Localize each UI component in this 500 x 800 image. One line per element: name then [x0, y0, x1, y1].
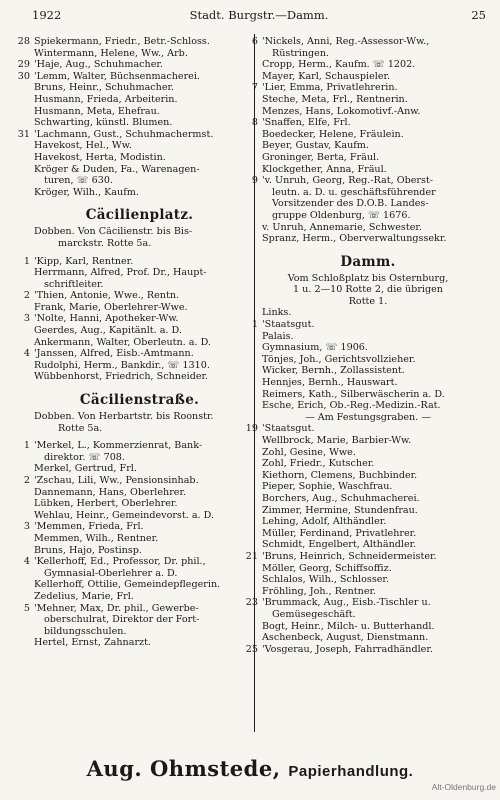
entry-text: 'Thien, Antonie, Wwe., Rentn.: [34, 290, 180, 302]
entry-text: Zohl, Gesine, Wwe.: [262, 446, 356, 458]
house-number: 19: [245, 423, 258, 435]
directory-entry: [34, 637, 245, 649]
directory-entry: [34, 226, 245, 238]
directory-entry: [262, 307, 474, 319]
entry-text: 'Staatsgut.: [262, 423, 315, 435]
entry-text: Memmen, Wilh., Rentner.: [34, 532, 159, 544]
entry-text: Dobben. Von Herbartstr. bis Roonstr.: [34, 411, 214, 423]
directory-entry: [17, 36, 245, 48]
directory-entry: [262, 412, 474, 424]
directory-entry: [262, 129, 474, 141]
entry-text: Rotte 5a.: [58, 422, 103, 434]
directory-entry: [23, 602, 245, 615]
entry-text: Gymnasium, ☏ 1906.: [262, 342, 368, 354]
directory-entry: [262, 481, 474, 493]
house-number: 29: [17, 59, 30, 71]
directory-entry: [251, 175, 474, 187]
entry-text: Beyer, Gustav, Kaufm.: [262, 140, 369, 152]
entry-text: Reimers, Kath., Silberwäscherin a. D.: [262, 388, 445, 400]
entry-text: Pieper, Sophie, Waschfrau.: [262, 481, 393, 493]
entry-text: Kröger, Wilh., Kaufm.: [34, 186, 139, 198]
entry-text: Vom Schloßplatz bis Osternburg,: [287, 272, 449, 284]
entry-text: 'Merkel, L., Kommerzienrat, Bank-: [34, 440, 203, 452]
directory-entry: [262, 140, 474, 152]
directory-entry: [23, 440, 245, 452]
entry-text: 'Mehner, Max, Dr. phil., Gewerbe-: [34, 602, 199, 614]
house-number: 2: [23, 290, 30, 302]
directory-entry: [23, 556, 245, 568]
directory-entry: [262, 470, 474, 482]
directory-entry: [262, 106, 474, 118]
directory-entry: [34, 325, 245, 337]
house-number: 6: [251, 36, 258, 47]
entry-text: Möller, Georg, Schiffsoffiz.: [262, 562, 392, 574]
directory-entry: [17, 70, 245, 83]
entry-text: direktor. ☏ 708.: [44, 451, 125, 463]
directory-entry: [34, 238, 245, 250]
entry-text: 'Janssen, Alfred, Eisb.-Amtmann.: [34, 348, 194, 360]
directory-entry: [34, 337, 245, 349]
entry-text: Zedelius, Marie, Frl.: [34, 590, 134, 602]
entry-text: 'Staatsgut.: [262, 319, 315, 331]
right-column: [245, 36, 474, 655]
entry-text: Fröhling, Joh., Rentner.: [262, 585, 377, 597]
entry-text: Lehing, Adolf, Althändler.: [262, 516, 387, 528]
directory-entry: [34, 568, 245, 580]
directory-entry: [34, 371, 245, 383]
section-heading: Cäcilienplatz.: [85, 207, 194, 224]
entry-text: 'Snaffen, Elfe, Frl.: [262, 117, 351, 129]
directory-entry: [262, 164, 474, 176]
directory-entry: [34, 140, 245, 152]
directory-entry: [262, 210, 474, 222]
advertisement-footer: [0, 756, 500, 781]
entry-text: 'Lier, Emma, Privatlehrerin.: [262, 82, 398, 94]
entry-text: Tönjes, Joh., Gerichtsvollzieher.: [262, 353, 416, 365]
entry-text: Kiethorn, Clemens, Buchbinder.: [262, 469, 418, 481]
directory-entry: [245, 643, 474, 656]
entry-text: Husmann, Meta, Ehefrau.: [34, 105, 160, 117]
entry-text: — Am Festungsgraben. —: [305, 411, 431, 423]
directory-entry: [245, 550, 474, 563]
entry-text: Rudolphi, Herm., Bankdir., ☏ 1310.: [34, 359, 210, 371]
entry-text: 'Kellerhoff, Ed., Professor, Dr. phil.,: [34, 556, 206, 568]
header-year: 1922: [32, 8, 62, 22]
entry-text: 'Memmen, Frieda, Frl.: [34, 521, 144, 533]
directory-entry: [262, 563, 474, 575]
entry-text: Cropp, Herm., Kaufm. ☏ 1202.: [262, 59, 416, 71]
entry-text: Bruns, Hajo, Postinsp.: [34, 544, 142, 556]
directory-entry: [262, 48, 474, 60]
entry-text: 'Vosgerau, Joseph, Fahrradhändler.: [262, 643, 433, 655]
entry-text: Spiekermann, Friedr., Betr.-Schloss.: [34, 36, 210, 47]
entry-text: Bogt, Heinr., Milch- u. Butterhandl.: [262, 620, 435, 632]
entry-text: schriftleiter.: [44, 278, 104, 290]
entry-text: 'v. Unruh, Georg, Reg.-Rat, Oberst-: [262, 175, 434, 187]
entry-text: gruppe Oldenburg, ☏ 1676.: [272, 209, 411, 221]
entry-text: 'Lachmann, Gust., Schuhmachermst.: [34, 128, 214, 140]
directory-entry: [245, 597, 474, 609]
advertiser-subtitle: Papierhandlung.: [288, 763, 414, 780]
directory-entry: [34, 106, 245, 118]
directory-entry: [251, 36, 474, 48]
house-number: 7: [251, 82, 258, 94]
entry-text: Dannemann, Hans, Oberlehrer.: [34, 486, 187, 498]
entry-text: Herrmann, Alfred, Prof. Dr., Haupt-: [34, 267, 207, 279]
directory-entry: [262, 609, 474, 621]
directory-entry: [262, 435, 474, 447]
house-number: 3: [23, 313, 30, 325]
entry-text: Borchers, Aug., Schuhmacherei.: [262, 492, 420, 504]
entry-text: Vorsitzender des D.O.B. Landes-: [272, 198, 429, 210]
entry-text: Husmann, Frieda, Arbeiterin.: [34, 93, 178, 105]
entry-text: Hertel, Ernst, Zahnarzt.: [34, 637, 151, 649]
directory-entry: [262, 400, 474, 412]
entry-text: Wehlau, Heinr., Gemeindevorst. a. D.: [34, 509, 215, 521]
entry-text: Bruns, Heinr., Schuhmacher.: [34, 82, 175, 94]
page-number: 25: [471, 8, 486, 22]
entry-text: Wellbrock, Marie, Barbier-Ww.: [262, 435, 412, 446]
directory-entry: [34, 279, 245, 291]
directory-entry: [23, 348, 245, 360]
watermark: Alt-Oldenburg.de: [431, 782, 496, 792]
section-heading: Damm.: [340, 253, 396, 270]
directory-entry: [34, 48, 245, 60]
directory-entry: [262, 296, 474, 308]
directory-entry: [262, 447, 474, 459]
entry-text: Dobben. Von Cäcilienstr. bis Bis-: [34, 226, 193, 238]
entry-text: Kröger & Duden, Fa., Warenagen-: [34, 163, 200, 175]
directory-entry: [34, 487, 245, 499]
entry-text: Schwarting, künstl. Blumen.: [34, 117, 173, 129]
directory-entry: [23, 313, 245, 325]
directory-entry: [23, 521, 245, 533]
entry-text: Wintermann, Helene, Ww., Arb.: [34, 47, 188, 59]
entry-text: 'Nolte, Hanni, Apotheker-Ww.: [34, 313, 179, 325]
directory-entry: [262, 233, 474, 245]
directory-entry: [34, 411, 245, 423]
entry-text: Mayer, Karl, Schauspieler.: [262, 70, 391, 82]
advertiser-name: Aug. Ohmstede,: [86, 756, 281, 781]
directory-entry: [23, 255, 245, 268]
entry-text: oberschulrat, Direktor der Fort-: [44, 614, 200, 626]
directory-entry: [262, 377, 474, 389]
entry-text: Boedecker, Helene, Fräulein.: [262, 128, 404, 140]
entry-text: bildungsschulen.: [44, 625, 127, 637]
entry-text: Ankermann, Walter, Oberleutn. a. D.: [34, 336, 211, 348]
entry-text: Aschenbeck, August, Dienstmann.: [262, 632, 429, 644]
entry-text: v. Unruh, Annemarie, Schwester.: [262, 221, 422, 233]
house-number: 3: [23, 521, 30, 533]
entry-text: 'Kipp, Karl, Rentner.: [34, 255, 134, 267]
entry-text: Schmidt, Engelbert, Althändler.: [262, 539, 417, 551]
directory-entry: [34, 164, 245, 176]
entry-text: 'Zschau, Lili, Ww., Pensionsinhab.: [34, 475, 199, 486]
directory-entry: [262, 458, 474, 470]
directory-entry: [262, 152, 474, 164]
directory-entry: [262, 354, 474, 366]
directory-entry: [262, 187, 474, 199]
directory-entry: [23, 290, 245, 302]
section-heading: Cäcilienstraße.: [79, 392, 200, 409]
directory-entry: [34, 545, 245, 557]
house-number: 4: [23, 556, 30, 568]
left-column: [17, 36, 245, 649]
directory-entry: [262, 222, 474, 234]
directory-entry: [34, 423, 245, 435]
directory-entry: [251, 319, 474, 331]
directory-entry: [262, 71, 474, 83]
house-number: 31: [17, 128, 30, 140]
house-number: 1: [23, 440, 30, 452]
directory-entry: [17, 128, 245, 141]
entry-text: Esche, Erich, Ob.-Reg.-Medizin.-Rat.: [262, 400, 441, 412]
entry-text: Havekost, Herta, Modistin.: [34, 151, 166, 163]
entry-text: Lübken, Herbert, Oberlehrer.: [34, 498, 178, 510]
directory-entry: [34, 187, 245, 199]
directory-entry: [262, 574, 474, 586]
directory-entry: [262, 632, 474, 644]
directory-entry: [34, 510, 245, 522]
directory-entry: [262, 365, 474, 377]
entry-text: Kellerhoff, Ottilie, Gemeindepflegerin.: [34, 579, 221, 591]
house-number: 9: [251, 175, 258, 187]
entry-text: Frank, Marie, Oberlehrer-Wwe.: [34, 301, 188, 313]
directory-entry: [23, 475, 245, 487]
entry-text: 'Brummack, Aug., Eisb.-Tischler u.: [262, 597, 431, 609]
directory-entry: [34, 463, 245, 475]
entry-text: Müller, Ferdinand, Privatlehrer.: [262, 527, 417, 539]
directory-entry: [245, 423, 474, 435]
directory-entry: [262, 389, 474, 401]
directory-entry: [34, 117, 245, 129]
directory-entry: [262, 528, 474, 540]
directory-entry: [34, 533, 245, 545]
entry-text: 'Haje, Aug., Schuhmacher.: [34, 59, 163, 71]
directory-entry: [34, 152, 245, 164]
house-number: 30: [17, 70, 30, 82]
entry-text: leutn. a. D. u. geschäftsführender: [272, 186, 436, 198]
entry-text: Gymnasial-Oberlehrer a. D.: [44, 567, 178, 579]
house-number: 2: [23, 475, 30, 486]
entry-text: Wicker, Bernh., Zollassistent.: [262, 365, 405, 377]
directory-entry: [34, 498, 245, 510]
directory-entry: [34, 302, 245, 314]
house-number: 1: [251, 319, 258, 331]
directory-entry: [34, 94, 245, 106]
entry-text: Geerdes, Aug., Kapitänlt. a. D.: [34, 325, 182, 337]
entry-text: Rotte 1.: [348, 295, 388, 307]
directory-entry: [262, 198, 474, 210]
directory-entry: [34, 175, 245, 187]
entry-text: Havekost, Hel., Ww.: [34, 140, 132, 152]
directory-entry: [251, 117, 474, 129]
directory-entry: [262, 342, 474, 354]
directory-entry: [34, 360, 245, 372]
entry-text: Rüstringen.: [272, 47, 330, 59]
directory-entry: [34, 452, 245, 464]
entry-text: marckstr. Rotte 5a.: [58, 237, 152, 249]
house-number: 5: [23, 602, 30, 614]
directory-entry: [34, 614, 245, 626]
house-number: 21: [245, 550, 258, 562]
page-header: [32, 8, 486, 24]
directory-entry: [251, 82, 474, 94]
directory-entry: [262, 539, 474, 551]
header-title: Stadt. Burgstr.—Damm.: [189, 8, 329, 22]
directory-entry: [34, 591, 245, 603]
directory-entry: [34, 626, 245, 638]
entry-text: Klockgether, Anna, Fräul.: [262, 163, 387, 175]
entry-text: Zimmer, Hermine, Stundenfrau.: [262, 504, 418, 516]
entry-text: Steche, Meta, Frl., Rentnerin.: [262, 93, 408, 105]
directory-entry: [262, 284, 474, 296]
directory-entry: [262, 505, 474, 517]
directory-entry: [34, 267, 245, 279]
directory-entry: [262, 331, 474, 343]
house-number: 8: [251, 117, 258, 129]
house-number: 28: [17, 36, 30, 47]
column-divider: [254, 34, 255, 732]
house-number: 25: [245, 643, 258, 655]
entry-text: Groninger, Berta, Fräul.: [262, 151, 380, 163]
entry-text: turen, ☏ 630.: [44, 175, 113, 187]
house-number: 23: [245, 597, 258, 609]
directory-entry: [262, 273, 474, 285]
entry-text: Zohl, Friedr., Kutscher.: [262, 458, 375, 470]
entry-text: 'Bruns, Heinrich, Schneidermeister.: [262, 550, 437, 562]
entry-text: Wübbenhorst, Friedrich, Schneider.: [34, 371, 209, 383]
entry-text: Gemüsegeschäft.: [272, 608, 356, 620]
entry-text: Palais.: [262, 330, 294, 342]
directory-entry: [262, 586, 474, 598]
entry-text: Menzes, Hans, Lokomotivf.-Anw.: [262, 105, 421, 117]
entry-text: Spranz, Herm., Oberverwaltungssekr.: [262, 233, 447, 245]
directory-entry: [34, 82, 245, 94]
house-number: 4: [23, 348, 30, 360]
entry-text: Hennjes, Bernh., Hauswart.: [262, 377, 398, 389]
directory-entry: [262, 59, 474, 71]
house-number: 1: [23, 255, 30, 267]
directory-entry: [34, 579, 245, 591]
directory-entry: [262, 493, 474, 505]
directory-entry: [262, 516, 474, 528]
entry-text: 'Lemm, Walter, Büchsenmacherei.: [34, 70, 200, 82]
entry-text: Merkel, Gertrud, Frl.: [34, 463, 137, 475]
entry-text: 1 u. 2—10 Rotte 2, die übrigen: [293, 284, 443, 296]
directory-entry: [262, 621, 474, 633]
entry-text: 'Nickels, Anni, Reg.-Assessor-Ww.,: [262, 36, 430, 47]
entry-text: Schlalos, Wilh., Schlosser.: [262, 574, 390, 586]
entry-text: Links.: [262, 307, 292, 319]
directory-entry: [17, 59, 245, 71]
directory-entry: [262, 94, 474, 106]
